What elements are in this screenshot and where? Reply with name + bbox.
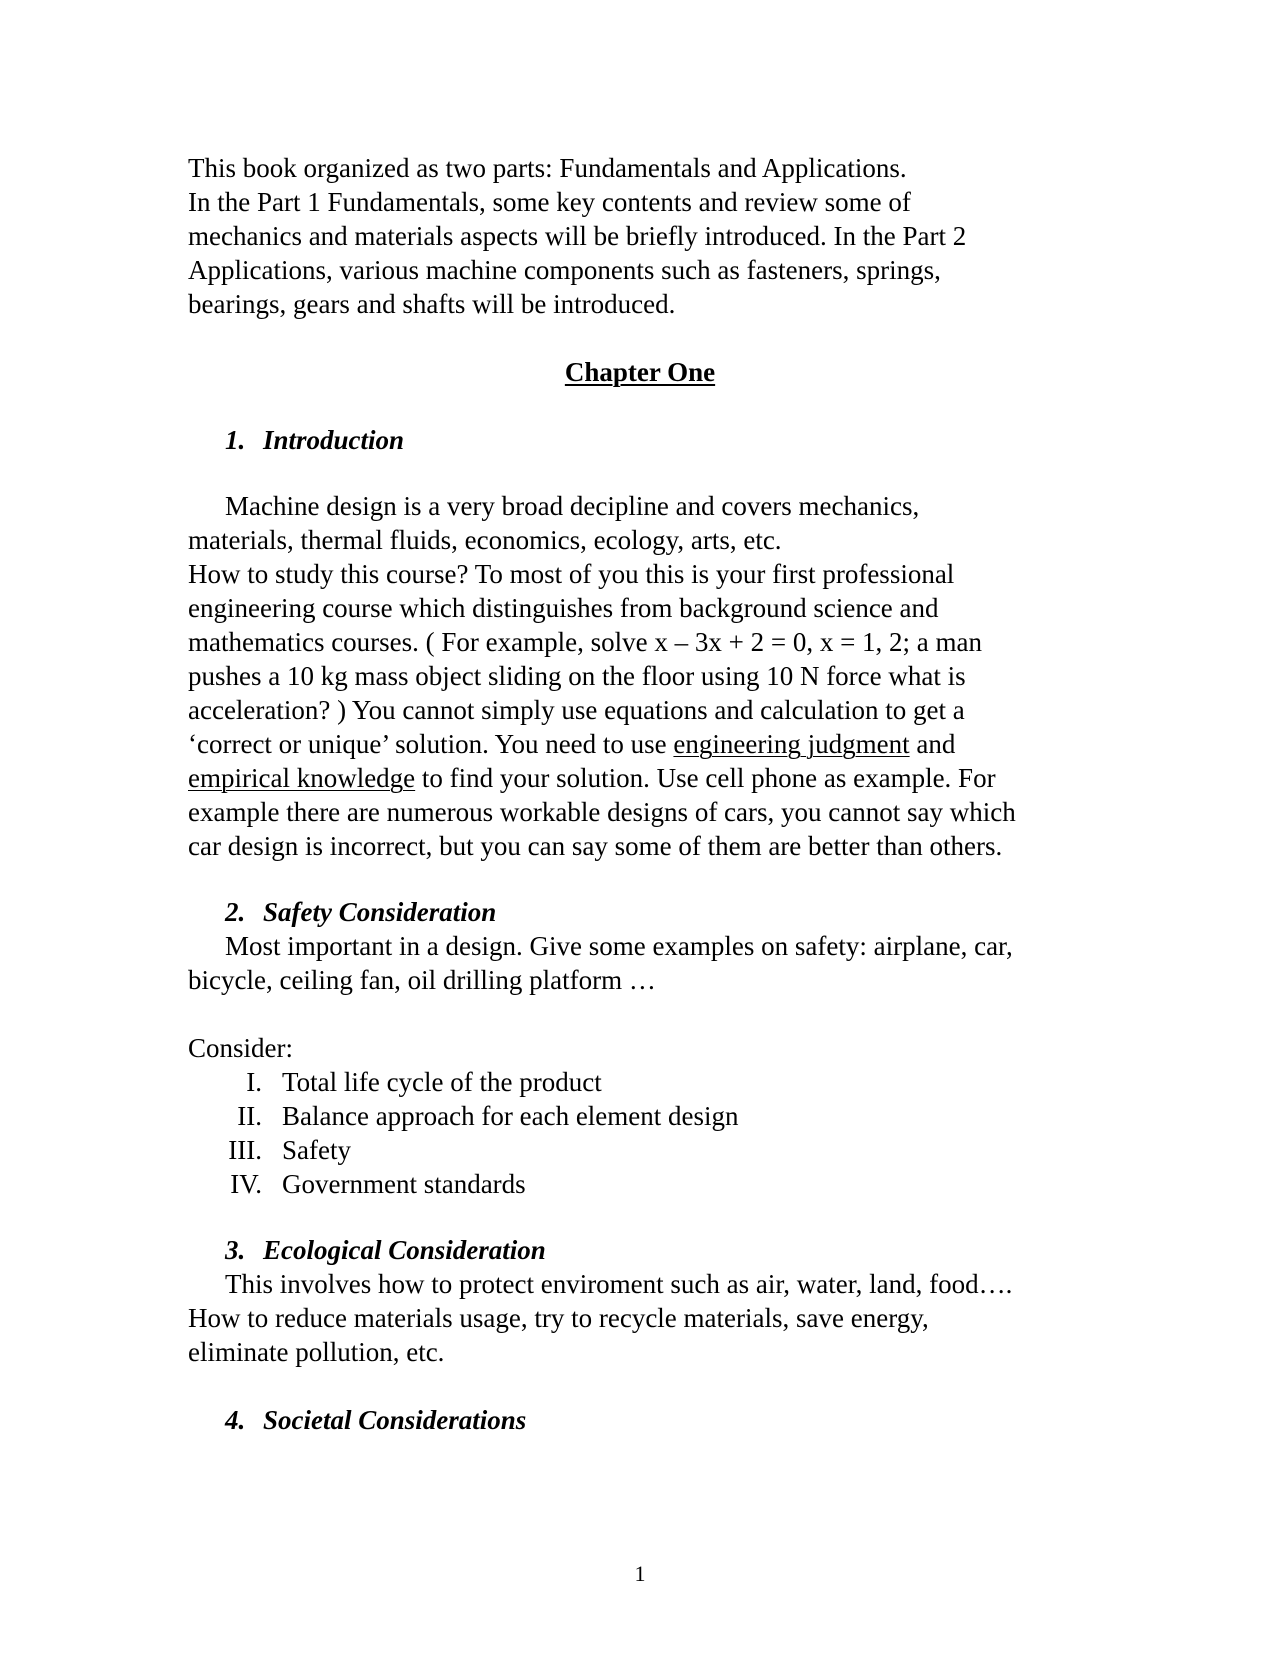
ecological-line: This involves how to protect enviroment such as air, water, land, food…. bbox=[225, 1269, 1013, 1299]
list-item: Balance approach for each element design bbox=[282, 1101, 739, 1131]
intro-line: In the Part 1 Fundamentals, some key contents and review some of bbox=[188, 187, 911, 217]
introduction-line bbox=[188, 727, 955, 761]
underlined-term-empirical-knowledge: empirical knowledge bbox=[188, 763, 416, 793]
list-item: Total life cycle of the product bbox=[282, 1067, 602, 1097]
intro-line: Applications, various machine components such as fasteners, springs, bbox=[188, 255, 941, 285]
section-heading-safety bbox=[225, 895, 496, 929]
intro-line: mechanics and materials aspects will be briefly introduced. In the Part 2 bbox=[188, 221, 967, 251]
text-run: and bbox=[909, 729, 956, 759]
list-numeral: II. bbox=[237, 1101, 262, 1131]
section-number: 1. bbox=[225, 425, 246, 455]
underlined-term-engineering-judgment: engineering judgment bbox=[673, 729, 910, 759]
section-title: Safety Consideration bbox=[263, 897, 497, 927]
list-numeral: I. bbox=[246, 1067, 262, 1097]
section-title: Introduction bbox=[263, 425, 405, 455]
section-title: Societal Considerations bbox=[263, 1405, 527, 1435]
text-run: to find your solution. Use cell phone as example. For bbox=[415, 763, 996, 793]
section-number: 4. bbox=[225, 1405, 246, 1435]
consider-label: Consider: bbox=[188, 1033, 293, 1063]
introduction-line: How to study this course? To most of you this is your first professional bbox=[188, 559, 955, 589]
introduction-line: example there are numerous workable designs of cars, you cannot say which bbox=[188, 797, 1016, 827]
section-number: 2. bbox=[225, 897, 246, 927]
introduction-line: car design is incorrect, but you can say some of them are better than others. bbox=[188, 831, 1003, 861]
section-heading-ecological bbox=[225, 1233, 546, 1267]
page-number: 1 bbox=[634, 1561, 646, 1586]
text-run: ‘correct or unique’ solution. You need to use bbox=[188, 729, 674, 759]
introduction-line: engineering course which distinguishes from background science and bbox=[188, 593, 939, 623]
intro-line: bearings, gears and shafts will be introduced. bbox=[188, 289, 676, 319]
section-number: 3. bbox=[225, 1235, 246, 1265]
safety-line: bicycle, ceiling fan, oil drilling platform … bbox=[188, 965, 656, 995]
introduction-line: acceleration? ) You cannot simply use equations and calculation to get a bbox=[188, 695, 965, 725]
intro-line: This book organized as two parts: Fundamentals and Applications. bbox=[188, 153, 907, 183]
list-numeral: IV. bbox=[230, 1169, 262, 1199]
introduction-line bbox=[188, 761, 996, 795]
introduction-line: materials, thermal fluids, economics, ecology, arts, etc. bbox=[188, 525, 782, 555]
safety-line: Most important in a design. Give some examples on safety: airplane, car, bbox=[225, 931, 1013, 961]
introduction-line: mathematics courses. ( For example, solve x – 3x + 2 = 0, x = 1, 2; a man bbox=[188, 627, 983, 657]
introduction-line: Machine design is a very broad decipline and covers mechanics, bbox=[225, 491, 920, 521]
section-heading-introduction bbox=[225, 423, 404, 457]
chapter-title: Chapter One bbox=[564, 357, 716, 387]
list-item: Government standards bbox=[282, 1169, 526, 1199]
section-title: Ecological Consideration bbox=[263, 1235, 546, 1265]
list-numeral: III. bbox=[228, 1135, 262, 1165]
section-heading-societal bbox=[225, 1403, 526, 1437]
introduction-line: pushes a 10 kg mass object sliding on the floor using 10 N force what is bbox=[188, 661, 966, 691]
list-item: Safety bbox=[282, 1135, 351, 1165]
ecological-line: How to reduce materials usage, try to recycle materials, save energy, bbox=[188, 1303, 929, 1333]
ecological-line: eliminate pollution, etc. bbox=[188, 1337, 445, 1367]
